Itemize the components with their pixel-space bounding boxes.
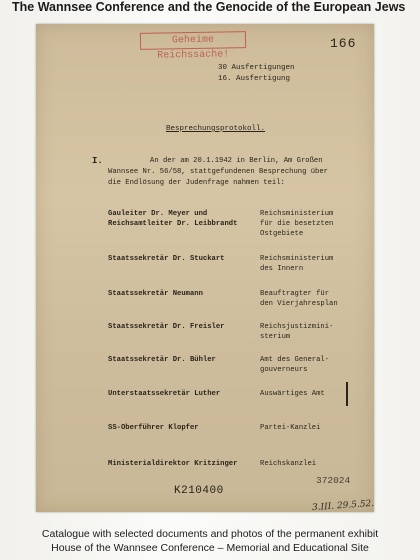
intro-line: An der am 20.1.1942 in Berlin, Am Großen xyxy=(150,157,323,165)
participant-office xyxy=(260,459,316,469)
participant-name xyxy=(108,459,237,469)
participant-office xyxy=(260,209,333,239)
participant-office-line: Ostgebiete xyxy=(260,230,304,238)
participant-office-line: für die besetzten xyxy=(260,220,334,228)
copy-count-line: 30 Ausfertigungen xyxy=(218,64,295,72)
participant-office xyxy=(260,389,325,399)
participant-name xyxy=(108,289,203,299)
participant-name xyxy=(108,322,224,332)
participant-name-line: Staatssekretär Dr. Stuckart xyxy=(108,255,225,263)
participant-name xyxy=(108,355,216,365)
participant-office-line: Partei-Kanzlei xyxy=(260,424,321,432)
secret-stamp: Geheime Reichssache! xyxy=(140,31,246,50)
participant-office-line: Auswärtiges Amt xyxy=(260,390,325,398)
participant-name xyxy=(108,423,199,433)
copy-number-line: 16. Ausfertigung xyxy=(218,75,291,83)
participant-office-line: sterium xyxy=(260,333,291,341)
participant-name-line: Gauleiter Dr. Meyer und xyxy=(108,210,208,218)
participant-name xyxy=(108,254,224,264)
caption-line: House of the Wannsee Conference – Memorial and Educational Site xyxy=(51,542,369,554)
participant-office xyxy=(260,254,333,274)
register-number: K210400 xyxy=(174,485,224,497)
participant-office xyxy=(260,289,338,309)
participant-office-line: Reichsjustizmini- xyxy=(260,323,334,331)
participant-name-line: Reichsamtleiter Dr. Leibbrandt xyxy=(108,220,238,228)
document-page xyxy=(36,24,374,512)
participant-name xyxy=(108,209,237,229)
participant-office-line: gouverneurs xyxy=(260,366,308,374)
participant-office-line: Reichskanzlei xyxy=(260,460,317,468)
intro-line: die Endlösung der Judenfrage nahmen teil: xyxy=(108,179,285,187)
participant-name-line: SS-Oberführer Klopfer xyxy=(108,424,199,432)
participant-name-line: Unterstaatssekretär Luther xyxy=(108,390,221,398)
caption-line: Catalogue with selected documents and photos of the permanent exhibit xyxy=(41,528,379,540)
participant-office xyxy=(260,355,329,375)
participant-office xyxy=(260,322,333,342)
participant-name-line: Staatssekretär Dr. Bühler xyxy=(108,356,216,364)
intro-paragraph xyxy=(108,156,374,189)
section-number: I. xyxy=(92,156,103,166)
participant-office-line: den Vierjahresplan xyxy=(260,300,338,308)
participant-office-line: Amt des General- xyxy=(260,356,330,364)
participant-office-line: Reichsministerium xyxy=(260,255,334,263)
margin-mark xyxy=(346,382,348,406)
participant-name xyxy=(108,389,220,399)
participant-office-line: Beauftragter für xyxy=(260,290,330,298)
page-number: 166 xyxy=(330,36,357,51)
participant-office-line: des Innern xyxy=(260,265,304,273)
book-title: The Wannsee Conference and the Genocide of the European Jews xyxy=(12,0,406,14)
book-caption xyxy=(0,527,420,555)
intro-line: Wannsee Nr. 56/58, stattgefundenen Besprechung über xyxy=(108,168,328,176)
participant-name-line: Staatssekretär Neumann xyxy=(108,290,203,298)
participant-office-line: Reichsministerium xyxy=(260,210,334,218)
participant-office xyxy=(260,423,320,433)
participant-name-line: Ministerialdirektor Kritzinger xyxy=(108,460,238,468)
participant-name-line: Staatssekretär Dr. Freisler xyxy=(108,323,225,331)
handwritten-note: 3.III. 29.5.52. xyxy=(311,498,375,514)
protocol-title: Besprechungsprotokoll. xyxy=(166,125,266,133)
archive-number: 372024 xyxy=(316,475,351,486)
